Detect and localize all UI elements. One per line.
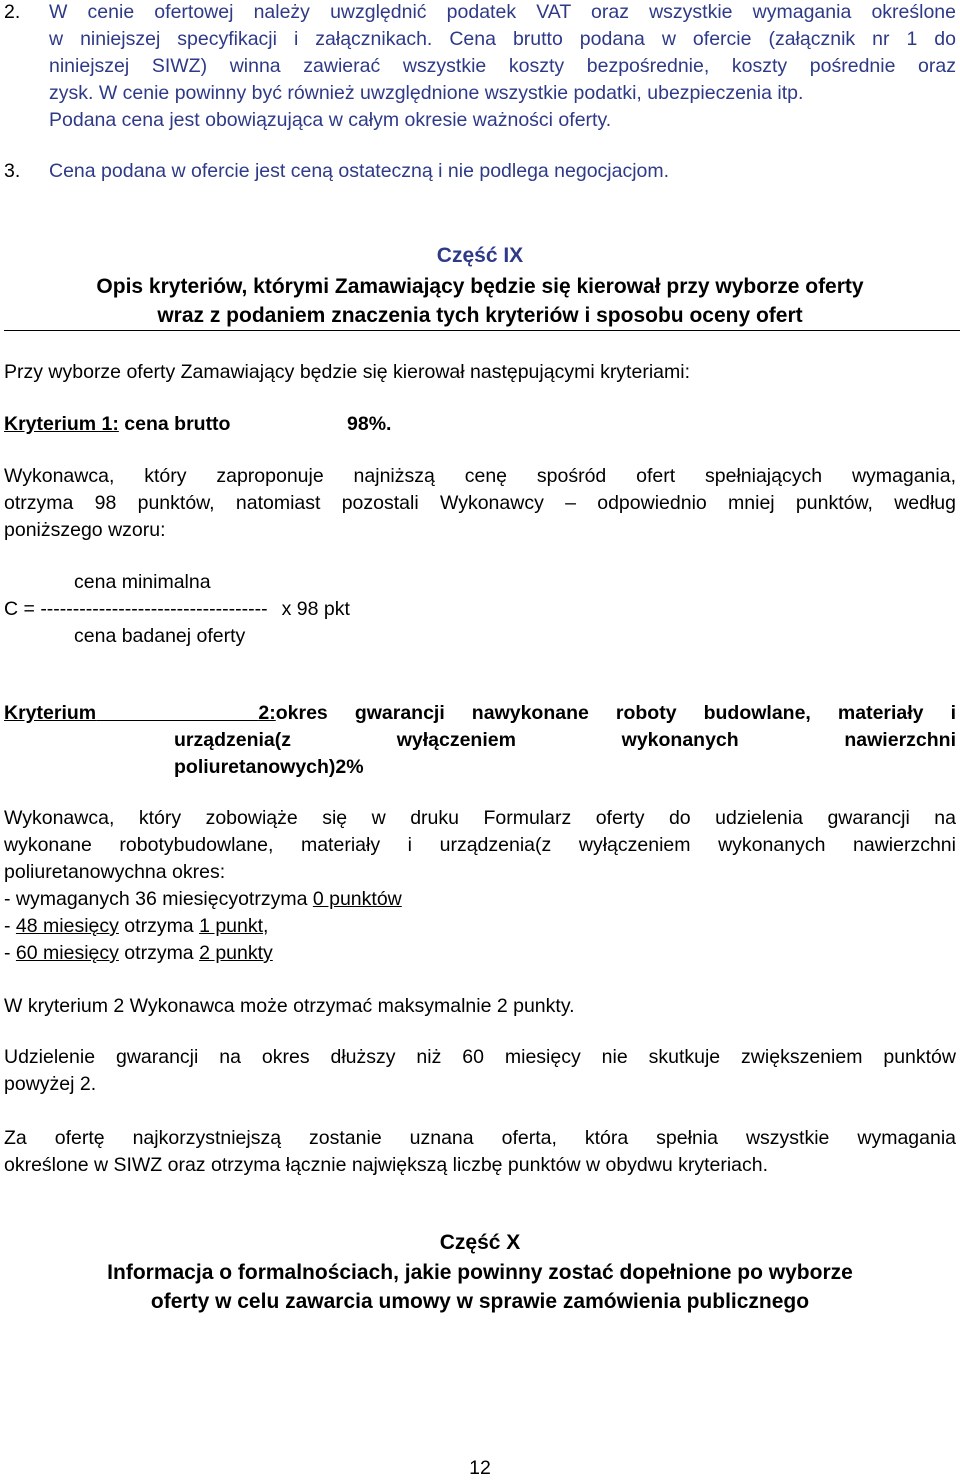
criterion2-label: Kryterium 2:: [4, 702, 276, 724]
heading-divider: [4, 330, 960, 331]
criterion2-desc: poliuretanowychna okres:: [4, 861, 226, 883]
criterion1-desc: otrzyma 98 punktów, natomiast pozostali Wykonawcy – odpowiednio mniej punktów, według: [4, 492, 956, 514]
criterion2-desc: wykonane robotybudowlane, materiały i urządzenia(z wyłączeniem wykonanych nawierzchni: [4, 834, 956, 856]
formula-line: [4, 597, 350, 621]
list-item: - wymaganych 36 miesięcyotrzyma 0 punktów: [4, 888, 402, 910]
part9-subtitle: wraz z podaniem znaczenia tych kryteriów i sposobu oceny ofert: [157, 304, 803, 327]
part10-subtitle: oferty w celu zawarcia umowy w sprawie zamówienia publicznego: [150, 1290, 810, 1313]
item-number: 2.: [4, 1, 21, 23]
part9-subtitle: Opis kryteriów, którymi Zamawiający będzie się kierował przy wyborze oferty: [96, 275, 864, 298]
section3-text: Cena podana w ofercie jest ceną ostateczną i nie podlega negocjacjom.: [49, 160, 670, 182]
section2-line: w niniejszej specyfikacji i załącznikach. Cena brutto podana w ofercie (załącznik nr 1 do: [49, 28, 956, 50]
item-number: 3.: [4, 160, 21, 182]
part10-title: Część X: [439, 1231, 521, 1254]
best-offer-text: określone w SIWZ oraz otrzyma łącznie największą liczbę punktów w obydwu kryteriach.: [4, 1154, 769, 1176]
criterion1-label: Kryterium 1:: [4, 413, 119, 435]
part10-subtitle: Informacja o formalnościach, jakie powinny zostać dopełnione po wyborze: [107, 1261, 853, 1284]
section2-line: W cenie ofertowej należy uwzględnić podatek VAT oraz wszystkie wymagania określone: [49, 1, 956, 23]
criterion1-name: cena brutto: [118, 413, 231, 435]
longer-warranty-text: powyżej 2.: [4, 1073, 97, 1095]
section2-line: niniejszej SIWZ) winna zawierać wszystkie koszty bezpośrednie, koszty pośrednie oraz: [49, 55, 956, 77]
part9-title: Część IX: [436, 244, 524, 267]
criterion2-title: poliuretanowych)2%: [174, 756, 364, 778]
formula-lhs: C =: [4, 598, 41, 620]
best-offer-text: Za ofertę najkorzystniejszą zostanie uznana oferta, która spełnia wszystkie wymagania: [4, 1127, 956, 1149]
criterion1-heading: [4, 412, 230, 436]
criterion1-weight: 98%.: [347, 413, 392, 435]
max-points-text: W kryterium 2 Wykonawca może otrzymać maksymalnie 2 punkty.: [4, 995, 575, 1017]
longer-warranty-text: Udzielenie gwarancji na okres dłuższy niż 60 miesięcy nie skutkuje zwiększeniem punktów: [4, 1046, 956, 1068]
list-item: - 48 miesięcy otrzyma 1 punkt,: [4, 915, 269, 937]
formula-denominator: cena badanej oferty: [74, 625, 246, 647]
criterion2-title: urządzenia(z wyłączeniem wykonanych nawierzchni: [174, 729, 956, 751]
section2-line: zysk. W cenie powinny być również uwzględnione wszystkie podatki, ubezpieczenia itp.: [49, 82, 804, 104]
formula-rhs: x 98 pkt: [281, 598, 350, 620]
formula-fraction-bar: -----------------------------------: [40, 598, 268, 620]
criterion2-title: okres gwarancji nawykonane roboty budowlane, materiały i: [275, 702, 956, 724]
list-item: - 60 miesięcy otrzyma 2 punkty: [4, 942, 273, 964]
criterion2-heading: [4, 701, 956, 725]
criterion1-desc: Wykonawca, który zaproponuje najniższą cenę spośród ofert spełniających wymagania,: [4, 465, 956, 487]
formula-numerator: cena minimalna: [74, 571, 211, 593]
page-number: 12: [469, 1457, 491, 1479]
criteria-intro: Przy wyborze oferty Zamawiający będzie się kierował następującymi kryteriami:: [4, 361, 690, 383]
criterion1-desc: poniższego wzoru:: [4, 519, 166, 541]
criterion2-desc: Wykonawca, który zobowiąże się w druku Formularz oferty do udzielenia gwarancji na: [4, 807, 956, 829]
section2-line: Podana cena jest obowiązująca w całym okresie ważności oferty.: [49, 109, 612, 131]
